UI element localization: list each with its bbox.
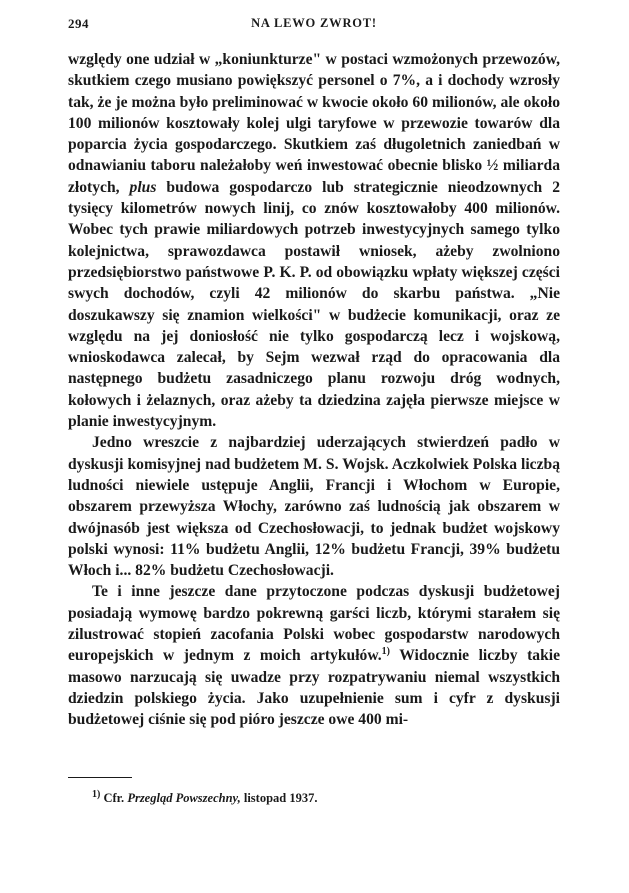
running-title: NA LEWO ZWROT! xyxy=(251,16,377,30)
footnote-source: Przegląd Powszechny, xyxy=(127,791,241,805)
paragraph-1 xyxy=(68,49,560,432)
footnote-divider xyxy=(68,777,132,778)
paragraph-1-text-rest: budowa gospodarczo lub strategicznie nieodzownych 2 tysięcy kilometrów nowych linij, co znów kosztowałoby 400 milionów. Wobec tych prawie miliardowych potrzeb inwestycyjnych samego tylko kolejnictwa, sprawozdawca postawił wniosek, ażeby zwolniono przedsiębiorstwo państwowe P. K. P. od obowiązku wpłaty większej części swych dochodów, czyli 42 milionów do skarbu państwa. „Nie doszukawszy się znamion wielkości" w budżecie komunikacji, oraz ze względu na jej doniosłość nie tylko gospodarczą lecz i wojskową, wnioskodawca zalecał, by Sejm wezwał rząd do opracowania dla następnego budżetu zasadniczego planu rozwoju dróg wodnych, kołowych i żelaznych, oraz ażeby ta dziedzina zajęła pierwsze miejsce w planie inwestycyjnym. xyxy=(68,178,560,431)
page-number: 294 xyxy=(68,16,89,31)
paragraph-3-text-b: Widocznie liczby takie masowo narzucają się uwadze przy rozpatrywaniu niemal wszystkich dziedzin polskiego życia. Jako uzupełnienie sum i cyfr z dyskusji budżetowej ciśnie się pod pióro jeszcze owe 400 mi- xyxy=(68,647,560,729)
body-text xyxy=(68,49,560,731)
footnote-reference: 1) xyxy=(381,646,390,658)
plus-italic: plus xyxy=(129,178,157,196)
paragraph-3-text-a: Te i inne jeszcze dane przytoczone podczas dyskusji budżetowej posiadają wymowę bardzo pokrewną garści liczb, którymi starałem się zilustrować stopień zacofania Polski wobec gospodarstw narodowych europejskich w jednym z moich artykułów. xyxy=(68,583,560,665)
paragraph-3 xyxy=(68,581,560,730)
footnote-prefix: Cfr. xyxy=(100,791,128,805)
paragraph-2: Jedno wreszcie z najbardziej uderzających stwierdzeń padło w dyskusji komisyjnej nad budżetem M. S. Wojsk. Aczkolwiek Polska liczbą ludności niewiele ustępuje Anglii, Francji i Włochom w Europie, obszarem przewyższa Włochy, zarówno zaś ludnością jak obszarem w dwójnasób jest większa od Czechosłowacji, to jednak budżet wojskowy polski wynosi: 11% budżetu Anglii, 12% budżetu Francji, 39% budżetu Włoch i... 82% budżetu Czechosłowacji. xyxy=(68,434,560,580)
footnote-suffix: listopad 1937. xyxy=(240,791,318,805)
page-header xyxy=(68,14,560,36)
footnote xyxy=(92,790,562,806)
paragraph-1-text: względy one udział w „koniunkturze" w postaci wzmożonych przewozów, skutkiem czego musiano powiększyć personel o 7%, a i dochody wzrosły tak, że je można było preliminować w kwocie około 60 milionów, ale około 100 milionów kosztowały kolej ulgi taryfowe w przewozie towarów dla poparcia życia gospodarczego. Skutkiem zaś długoletnich zaniedbań w odnawianiu taboru należałoby weń inwestować obecnie blisko ½ miliarda złotych, xyxy=(68,51,560,196)
footnote-marker: 1) xyxy=(92,788,101,800)
